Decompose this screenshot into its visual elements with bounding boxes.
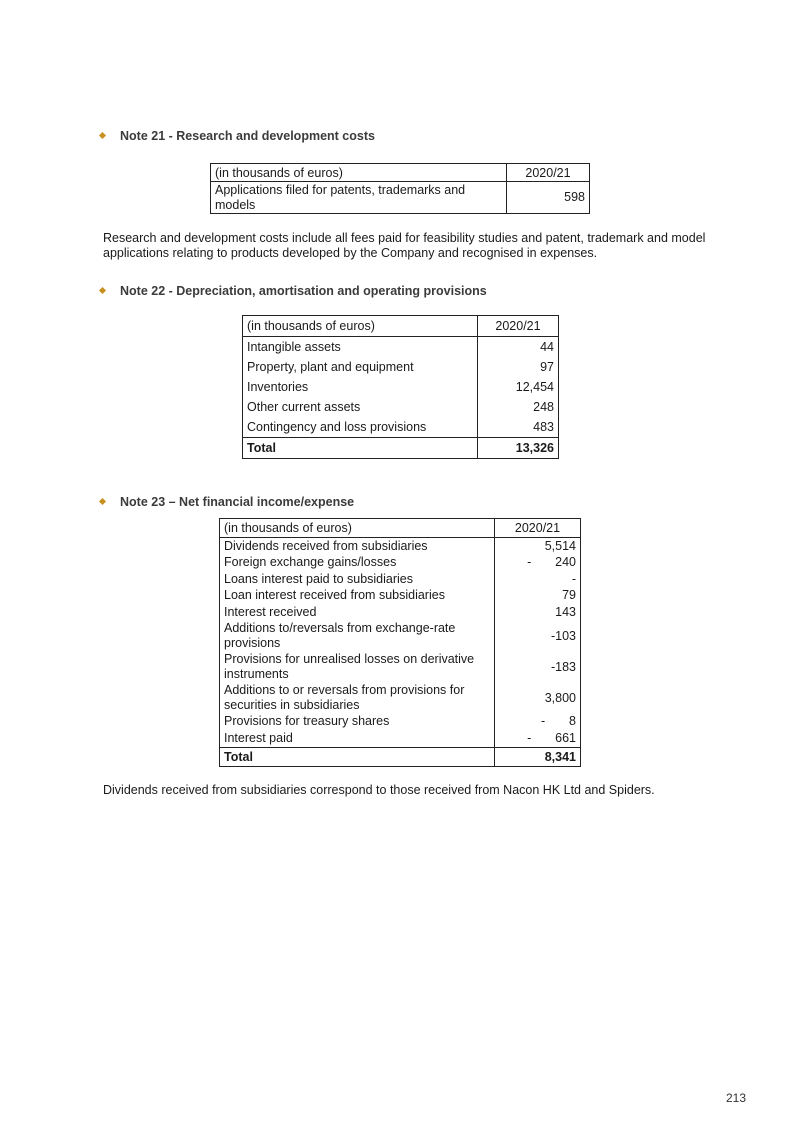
note-22-heading: Note 22 - Depreciation, amortisation and operating provisions (100, 284, 487, 298)
diamond-bullet-icon (99, 287, 106, 294)
total-value: 8,341 (495, 747, 581, 766)
table-row (211, 182, 590, 214)
table-row (220, 730, 581, 747)
row-value: 3,800 (495, 683, 581, 714)
column-header: (in thousands of euros) (243, 316, 478, 337)
note-23-paragraph: Dividends received from subsidiaries correspond to those received from Nacon HK Ltd and Spiders. (103, 783, 655, 797)
row-label: Dividends received from subsidiaries (220, 538, 495, 555)
row-value: - (495, 571, 581, 588)
total-label: Total (243, 438, 478, 459)
row-label: Provisions for unrealised losses on derivative instruments (220, 652, 495, 683)
row-label: Interest received (220, 604, 495, 621)
row-label: Interest paid (220, 730, 495, 747)
row-label: Loan interest received from subsidiaries (220, 588, 495, 605)
column-header: 2020/21 (507, 164, 590, 182)
page-number: 213 (725, 1091, 746, 1105)
row-label: Applications filed for patents, trademarks and models (211, 182, 507, 214)
column-header: 2020/21 (495, 519, 581, 538)
row-value: 248 (478, 397, 559, 417)
total-label: Total (220, 747, 495, 766)
table-row (220, 714, 581, 731)
row-value: 44 (478, 337, 559, 358)
row-value: -183 (495, 652, 581, 683)
row-value: 143 (495, 604, 581, 621)
note-21-table (210, 163, 590, 214)
column-header: 2020/21 (478, 316, 559, 337)
table-row (243, 357, 559, 377)
row-value: 12,454 (478, 377, 559, 397)
row-label: Inventories (243, 377, 478, 397)
row-value: 97 (478, 357, 559, 377)
table-row (243, 397, 559, 417)
row-label: Provisions for treasury shares (220, 714, 495, 731)
row-value: 79 (495, 588, 581, 605)
row-value: - 240 (495, 555, 581, 572)
row-value: - 661 (495, 730, 581, 747)
sign: - (527, 730, 532, 745)
table-row (220, 588, 581, 605)
note-21-paragraph: Research and development costs include all fees paid for feasibility studies and patent, trademark and model applications relating to products developed by the Company and recognised in expenses. (103, 231, 706, 260)
note-21-heading: Note 21 - Research and development costs (100, 129, 375, 143)
total-row (220, 747, 581, 766)
table-row (243, 417, 559, 438)
row-label: Contingency and loss provisions (243, 417, 478, 438)
row-label: Other current assets (243, 397, 478, 417)
total-value: 13,326 (478, 438, 559, 459)
row-value: -103 (495, 621, 581, 652)
total-row (243, 438, 559, 459)
diamond-bullet-icon (99, 498, 106, 505)
sign: - (541, 714, 546, 729)
row-label: Property, plant and equipment (243, 357, 478, 377)
note-22-table (242, 315, 559, 459)
table-row (243, 337, 559, 358)
table-row (243, 377, 559, 397)
table-row (220, 538, 581, 555)
row-value: 5,514 (495, 538, 581, 555)
table-row (220, 621, 581, 652)
row-label: Additions to/reversals from exchange-rate provisions (220, 621, 495, 652)
table-row (220, 683, 581, 714)
row-label: Additions to or reversals from provisions for securities in subsidiaries (220, 683, 495, 714)
row-value: - 8 (495, 714, 581, 731)
table-row (220, 652, 581, 683)
table-row (220, 604, 581, 621)
table-row (220, 555, 581, 572)
row-label: Foreign exchange gains/losses (220, 555, 495, 572)
note-23-table (219, 518, 581, 767)
diamond-bullet-icon (99, 132, 106, 139)
row-label: Intangible assets (243, 337, 478, 358)
column-header: (in thousands of euros) (220, 519, 495, 538)
note-23-heading: Note 23 – Net financial income/expense (100, 495, 354, 509)
row-value: 598 (507, 182, 590, 214)
table-row (220, 571, 581, 588)
sign: - (527, 555, 532, 570)
column-header: (in thousands of euros) (211, 164, 507, 182)
row-value: 483 (478, 417, 559, 438)
row-label: Loans interest paid to subsidiaries (220, 571, 495, 588)
